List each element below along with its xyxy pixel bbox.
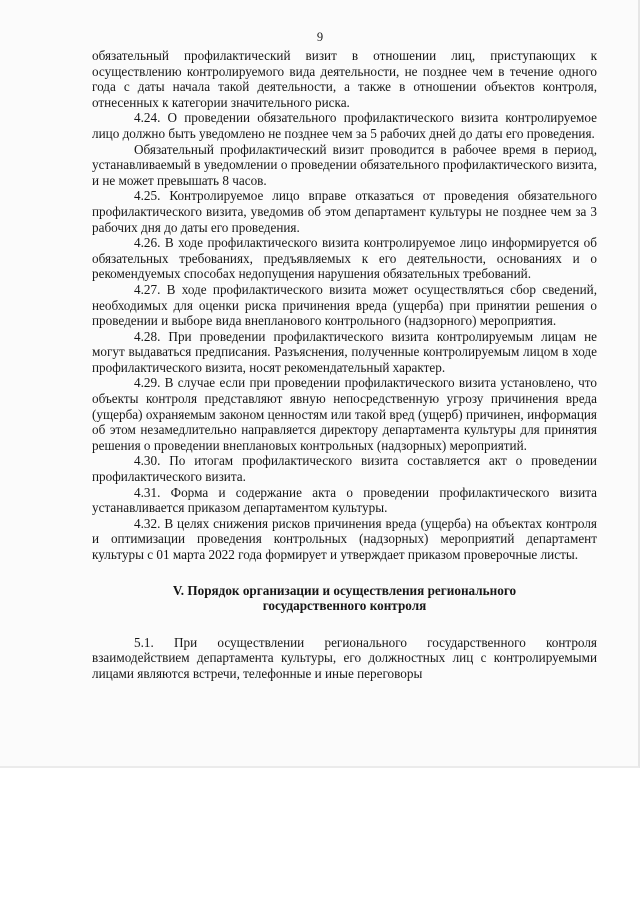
document-body [92, 48, 597, 682]
paragraph: 4.29. В случае если при проведении профилактического визита установлено, что объекты контроля представляют явную непосредственную угрозу причинения вреда (ущерба) охраняемым законом ценностям или такой вред (ущерб) причинен, информация об этом незамедлительно направляется директору департамента культуры для принятия решения о проведении внеплановых контрольных (надзорных) мероприятий. [92, 375, 597, 453]
section-heading-line: V. Порядок организации и осуществления регионального [172, 582, 517, 598]
paragraph: 4.31. Форма и содержание акта о проведении профилактического визита устанавливается приказом департаментом культуры. [92, 484, 597, 516]
paragraph: Обязательный профилактический визит проводится в рабочее время в период, устанавливаемый в уведомлении о проведении обязательного профилактического визита, и не может превышать 8 часов. [92, 141, 597, 188]
section-heading-line: государственного контроля [262, 598, 427, 614]
page-number: 9 [316, 30, 324, 44]
paragraph: 5.1. При осуществлении регионального государственного контроля взаимодействием департамента культуры, его должностных лиц с контролируемыми лицами являются встречи, телефонные и иные переговоры [92, 634, 597, 681]
paragraph: 4.24. О проведении обязательного профилактического визита контролируемое лицо должно быть уведомлено не позднее чем за 5 рабочих дней до даты его проведения. [92, 110, 597, 141]
paragraph: обязательный профилактический визит в отношении лиц, приступающих к осуществлению контролируемого вида деятельности, не позднее чем в течение одного года с даты начала такой деятельности, а также в отношении объектов контроля, отнесенных к категории значительного риска. [92, 48, 597, 110]
paragraph: 4.32. В целях снижения рисков причинения вреда (ущерба) на объектах контроля и оптимизации проведения контрольных (надзорных) мероприятий департамент культуры с 01 марта 2022 года формирует и утверждает приказом проверочные листы. [92, 515, 597, 562]
paragraph: 4.26. В ходе профилактического визита контролируемое лицо информируется об обязательных требованиях, предъявляемых к его деятельности, основаниях и о рекомендуемых способах недопущения нарушения обязательных требований. [92, 235, 597, 282]
blank-area [0, 768, 640, 905]
paragraph: 4.28. При проведении профилактического визита контролируемым лицам не могут выдаваться предписания. Разъяснения, полученные контролируемым лицом в ходе профилактического визита, носят рекомендательный характер. [92, 328, 597, 375]
paragraph: 4.27. В ходе профилактического визита может осуществляться сбор сведений, необходимых для оценки риска причинения вреда (ущерба) при принятии решения о проведении и выборе вида внепланового контрольного (надзорного) мероприятия. [92, 281, 597, 329]
section-heading [92, 583, 597, 614]
paragraph: 4.25. Контролируемое лицо вправе отказаться от проведения обязательного профилактического визита, уведомив об этом департамент культуры не позднее чем за 3 рабочих дня до даты его проведения. [92, 188, 597, 235]
paragraph: 4.30. По итогам профилактического визита составляется акт о проведении профилактического визита. [92, 453, 597, 485]
